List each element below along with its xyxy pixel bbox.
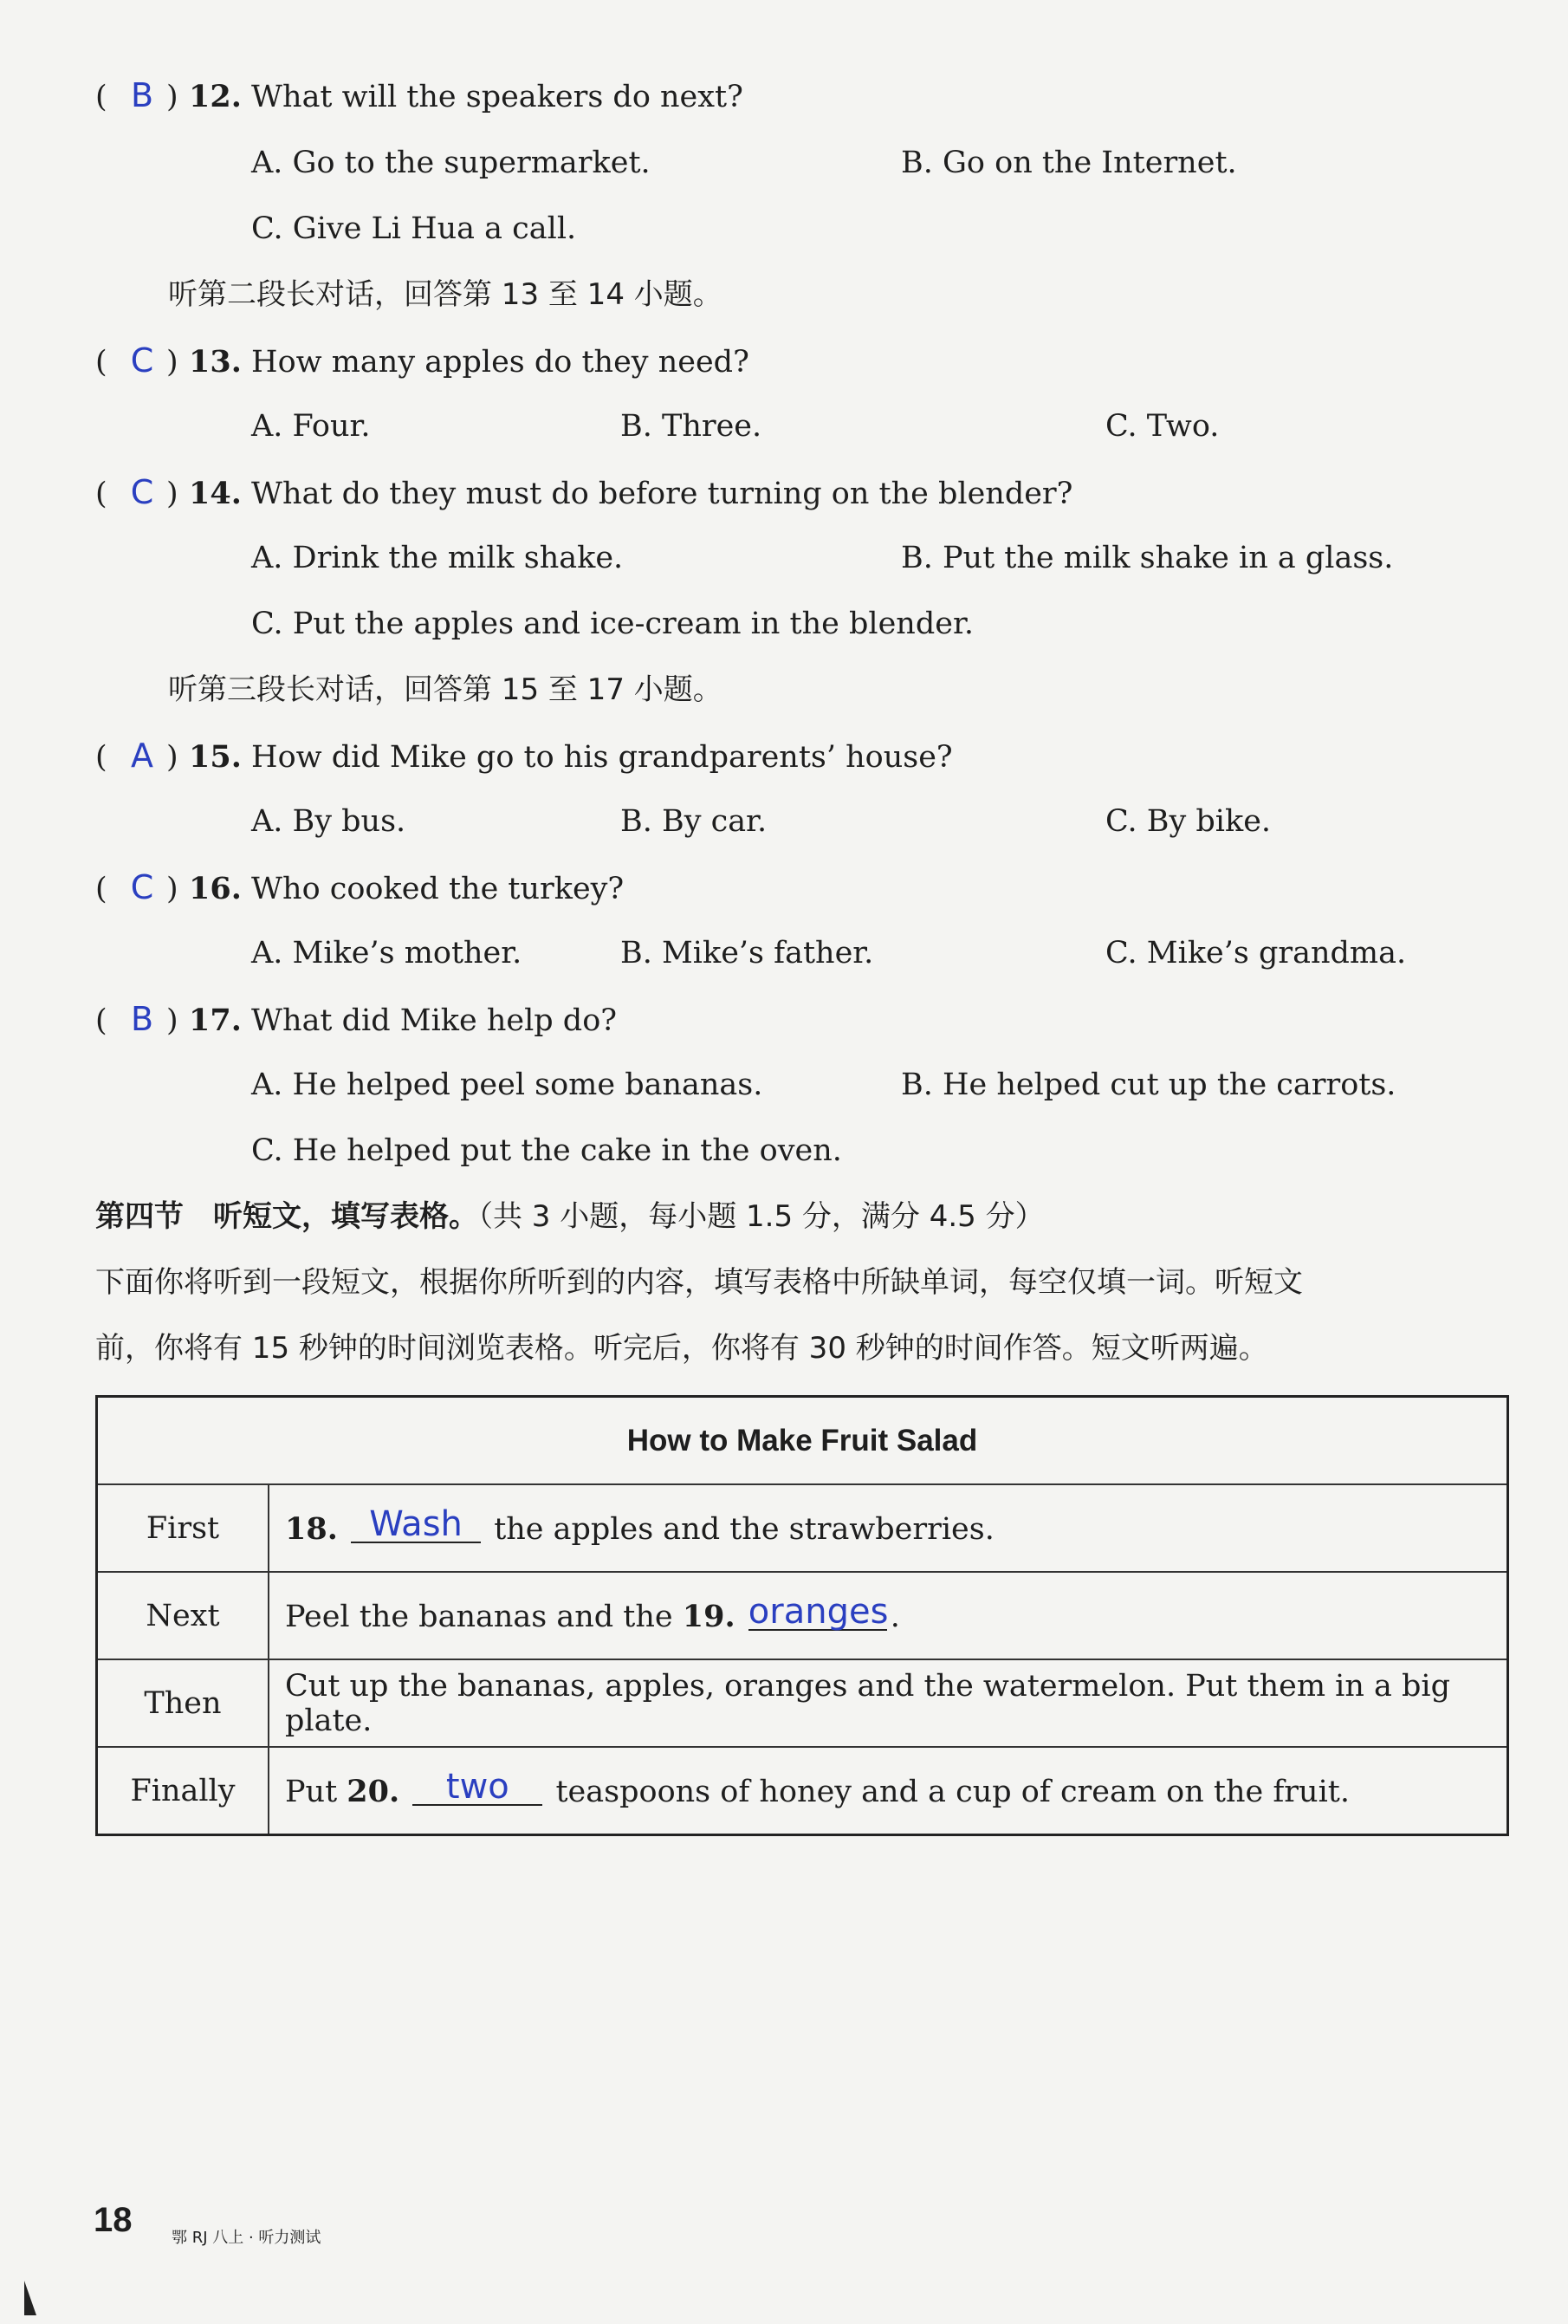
option-16a: A. Mike’s mother. <box>251 936 522 970</box>
blank-20: two <box>412 1769 542 1806</box>
section4-instructions-2: 前，你将有 15 秒钟的时间浏览表格。听完后，你将有 30 秒钟的时间作答。短文听两遍。 <box>95 1331 1268 1366</box>
option-13b: B. Three. <box>620 409 762 444</box>
section4-title: 第四节 听短文，填写表格。 <box>95 1199 478 1234</box>
table-row <box>97 1659 1508 1747</box>
option-17c: C. He helped put the cake in the oven. <box>251 1133 842 1168</box>
option-14c: C. Put the apples and ice-cream in the blender. <box>251 607 974 641</box>
option-12c: C. Give Li Hua a call. <box>251 211 577 246</box>
table-title: How to Make Fruit Salad <box>97 1397 1508 1485</box>
option-13c: C. Two. <box>1105 409 1220 444</box>
question-12: ( B ) 12. What will the speakers do next? <box>95 76 743 114</box>
row-label: Next <box>97 1572 269 1659</box>
section4-scoring: （共 3 小题，每小题 1.5 分，满分 4.5 分） <box>478 1199 1045 1234</box>
row-label: Finally <box>97 1747 269 1835</box>
option-17b: B. He helped cut up the carrots. <box>901 1068 1396 1102</box>
option-14b: B. Put the milk shake in a glass. <box>901 541 1394 575</box>
option-13a: A. Four. <box>251 409 371 444</box>
question-17: ( B ) 17. What did Mike help do? <box>95 1000 618 1038</box>
blank-19: oranges <box>748 1591 889 1632</box>
option-16c: C. Mike’s grandma. <box>1105 936 1407 970</box>
table-header-row <box>97 1397 1508 1485</box>
row-label: Then <box>97 1659 269 1747</box>
answer-14: C <box>130 473 154 511</box>
answer-15: A <box>131 737 153 775</box>
row-content: 18. Wash the apples and the strawberries. <box>269 1484 1508 1572</box>
answer-13: C <box>130 341 154 380</box>
option-15b: B. By car. <box>620 804 768 839</box>
option-15c: C. By bike. <box>1105 804 1272 839</box>
option-12a: A. Go to the supermarket. <box>251 146 651 180</box>
page-number: 18 <box>94 2201 133 2239</box>
section-note-3: 听第三段长对话，回答第 15 至 17 小题。 <box>168 672 722 707</box>
table-row <box>97 1747 1508 1835</box>
section4-instructions-1: 下面你将听到一段短文，根据你所听到的内容，填写表格中所缺单词，每空仅填一词。听短文 <box>95 1265 1303 1300</box>
answer-17: B <box>130 1000 154 1038</box>
option-16b: B. Mike’s father. <box>620 936 874 970</box>
option-14a: A. Drink the milk shake. <box>251 541 624 575</box>
row-content: Peel the bananas and the 19. oranges. <box>269 1572 1508 1659</box>
option-15a: A. By bus. <box>251 804 406 839</box>
book-label: 鄂 RJ 八上 · 听力测试 <box>172 2229 321 2247</box>
answer-16: C <box>130 868 154 906</box>
section-note-2: 听第二段长对话，回答第 13 至 14 小题。 <box>168 277 722 312</box>
row-label: First <box>97 1484 269 1572</box>
question-16: ( C ) 16. Who cooked the turkey? <box>95 868 625 906</box>
table-row <box>97 1572 1508 1659</box>
page-corner-mark <box>24 2281 36 2315</box>
option-17a: A. He helped peel some bananas. <box>251 1068 763 1102</box>
question-15: ( A ) 15. How did Mike go to his grandparents’ house? <box>95 737 953 775</box>
question-13: ( C ) 13. How many apples do they need? <box>95 341 749 380</box>
option-12b: B. Go on the Internet. <box>901 146 1237 180</box>
answer-12: B <box>130 76 154 114</box>
blank-18: Wash <box>351 1507 481 1543</box>
row-content: Put 20. two teaspoons of honey and a cup of cream on the fruit. <box>269 1747 1508 1835</box>
question-14: ( C ) 14. What do they must do before turning on the blender? <box>95 473 1073 511</box>
table-row <box>97 1484 1508 1572</box>
fruit-salad-table <box>95 1395 1509 1836</box>
section4-heading <box>95 1198 1045 1236</box>
row-content: Cut up the bananas, apples, oranges and the watermelon. Put them in a big plate. <box>269 1659 1508 1747</box>
